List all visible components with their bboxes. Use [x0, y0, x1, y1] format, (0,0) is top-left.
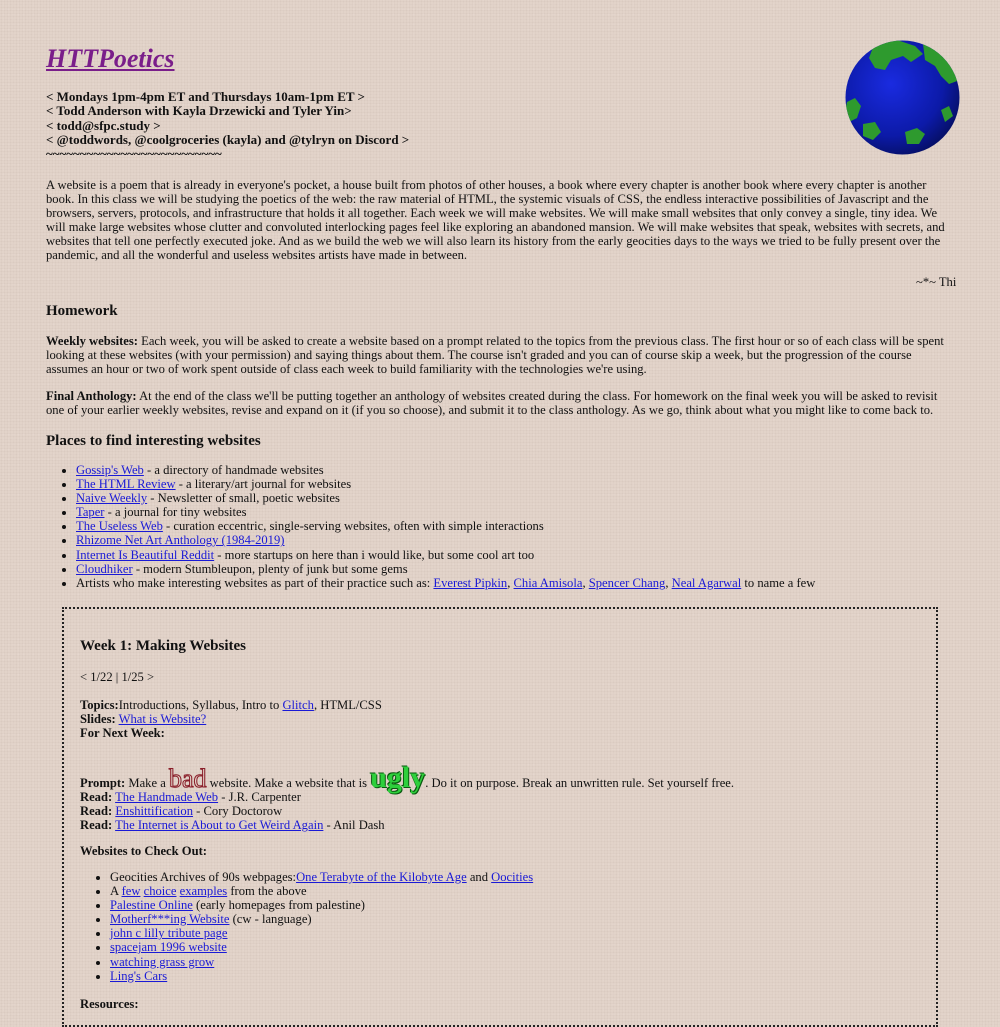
neal-agarwal-link[interactable]: Neal Agarwal: [671, 575, 742, 590]
list-item: [110, 898, 533, 912]
read-label: Read:: [80, 790, 113, 804]
places-heading: Places to find interesting websites: [46, 433, 261, 449]
list-item: [110, 884, 533, 898]
glitch-link[interactable]: Glitch: [282, 698, 314, 712]
websites-check-out-heading: Websites to Check Out:: [80, 844, 207, 858]
final-label: Final Anthology:: [46, 389, 137, 403]
list-item: [110, 969, 533, 983]
spencer-chang-link[interactable]: Spencer Chang: [588, 575, 666, 590]
read-label: Read:: [80, 818, 113, 833]
instructors-text: < Todd Anderson with Kayla Drzewicki and Tyler Yin>: [46, 103, 352, 119]
list-item: [76, 477, 815, 491]
list-item-desc: - modern Stumbleupon, plenty of junk but some gems: [132, 561, 408, 576]
few-link[interactable]: few: [121, 884, 141, 899]
tilde-divider: ~~~~~~~~~~~~~~~~~~~~~~~~~~: [46, 146, 222, 162]
list-item-desc: - a directory of handmade websites: [143, 463, 324, 477]
list-item-desc: - curation eccentric, single-serving websites, often with simple interactions: [162, 519, 544, 534]
list-item: [76, 533, 815, 547]
oocities-link[interactable]: Oocities: [491, 870, 534, 884]
week-1-slides: [80, 712, 206, 726]
weekly-text: Each week, you will be asked to create a website based on a prompt related to the topics from the previous class. The first hour or so of each class will be spent looking at these websites (with your permission) and saying things about them. The course isn't graded and you can of course skip a week, but the progression of the course assumes an hour or two of work spent outside of class each week to build familiarity with the technologies we're using.: [46, 334, 944, 377]
week-1-dates: < 1/22 | 1/25 >: [80, 670, 155, 684]
watching-grass-link[interactable]: watching grass grow: [110, 954, 215, 969]
gossips-web-link[interactable]: Gossip's Web: [76, 463, 144, 477]
list-item-desc: - a journal for tiny websites: [104, 505, 247, 520]
rhizome-link[interactable]: Rhizome Net Art Anthology (1984-2019): [76, 533, 285, 548]
list-item: [76, 491, 815, 505]
week-1-heading: Week 1: Making Websites: [80, 638, 246, 654]
list-item: [76, 548, 815, 562]
list-item: [110, 870, 533, 884]
cloudhiker-link[interactable]: Cloudhiker: [76, 561, 133, 576]
taper-link[interactable]: Taper: [76, 505, 105, 520]
internet-weird-link[interactable]: The Internet is About to Get Weird Again: [115, 818, 324, 833]
and-text: and: [466, 870, 492, 884]
list-item-desc: - a literary/art journal for websites: [175, 477, 352, 492]
choice-link[interactable]: choice: [143, 884, 177, 899]
weekly-websites-paragraph: [46, 334, 956, 376]
ugly-word-art: ugly: [370, 761, 426, 794]
list-item-desc: - more startups on here than i would like, but some cool art too: [214, 547, 535, 562]
resources-heading: Resources:: [80, 997, 139, 1011]
list-item: [76, 562, 815, 576]
final-anthology-paragraph: [46, 389, 956, 417]
places-list: [46, 463, 815, 590]
topics-text: Introductions, Syllabus, Intro to: [118, 698, 283, 712]
enshittification-link[interactable]: Enshittification: [115, 804, 193, 819]
terabyte-link[interactable]: One Terabyte of the Kilobyte Age: [296, 870, 467, 884]
list-item-desc: - Newsletter of small, poetic websites: [147, 491, 340, 506]
spinning-globe-icon: [845, 40, 960, 155]
final-text: At the end of the class we'll be putting together an anthology of websites created during the class. For homework on the final week you will be asked to revisit one of your earlier weekly websites, revise and expand on it (if you so choose), and submit it to the class anthology. As we go, think about what you might like to come back to.: [46, 389, 938, 418]
list-item: [110, 940, 533, 954]
intro-paragraph: A website is a poem that is already in everyone's pocket, a house built from photos of other houses, a book where every chapter is another book where every chapter is another book. In this class we will be studying the poetics of the web: the raw material of HTML, the systemic visuals of CSS, the endless interactive possibilities of Javascript and the browsers, servers, protocols, and infrastructure that holds it all together. Each week we will make websites. We will make small websites that only convey a single, tiny idea. We will make large websites whose clutter and convoluted interlocking pages feel like exploring an abandoned mansion. We will make websites that speak, websites with secrets, and websites that tell one perfectly executed joke. And as we build the web we will also learn its history from the early geocities days to the ways we tried to be fully present over the pandemic, and all the wonderful and useless websites artists have made in between.: [46, 178, 945, 263]
prompt-text: Make a: [125, 776, 169, 790]
reading-item: [80, 818, 385, 832]
prompt-text: website. Make a website that is: [206, 776, 371, 790]
what-is-website-link[interactable]: What is Website?: [118, 712, 207, 726]
useless-web-link[interactable]: The Useless Web: [76, 519, 163, 534]
chia-amisola-link[interactable]: Chia Amisola: [513, 575, 583, 590]
reading-author: - Anil Dash: [323, 818, 385, 833]
slides-label: Slides:: [80, 712, 116, 726]
course-info: [46, 90, 409, 161]
reading-author: - Cory Doctorow: [193, 804, 283, 819]
list-item: [76, 463, 815, 477]
mf-website-link[interactable]: Motherf***ing Website: [110, 912, 230, 927]
email-text: < todd@sfpc.study >: [46, 117, 161, 133]
for-next-week: [80, 726, 165, 740]
list-item: [110, 955, 533, 969]
week-1-readings: [80, 790, 385, 832]
spacejam-link[interactable]: spacejam 1996 website: [110, 940, 227, 955]
reading-item: [80, 804, 385, 818]
mf-desc: (cw - language): [229, 912, 312, 927]
list-item: [110, 912, 533, 926]
list-item: [76, 519, 815, 533]
marquee-signature: ~*~ Thi: [916, 275, 956, 289]
reading-item: [80, 790, 385, 804]
john-c-lilly-link[interactable]: john c lilly tribute page: [110, 926, 228, 941]
from-above-text: from the above: [227, 884, 307, 899]
read-label: Read:: [80, 804, 113, 819]
for-next-week-label: For Next Week:: [80, 726, 165, 740]
list-item: [110, 926, 533, 940]
palestine-online-link[interactable]: Palestine Online: [110, 898, 193, 913]
discord-text: < @toddwords, @coolgroceries (kayla) and @tylryn on Discord >: [46, 131, 410, 147]
websites-check-out-list: [80, 870, 533, 983]
reading-author: - J.R. Carpenter: [218, 790, 301, 804]
topics-text-end: , HTML/CSS: [313, 698, 382, 712]
artists-prefix: Artists who make interesting websites as part of their practice such as:: [76, 575, 434, 590]
html-review-link[interactable]: The HTML Review: [76, 477, 176, 492]
weekly-label: Weekly websites:: [46, 334, 138, 348]
everest-pipkin-link[interactable]: Everest Pipkin: [433, 575, 508, 590]
geocities-text: Geocities Archives of 90s webpages:: [110, 870, 297, 884]
homework-heading: Homework: [46, 303, 118, 319]
week-1-topics: [80, 698, 382, 712]
separator: ,: [582, 575, 589, 590]
lings-cars-link[interactable]: Ling's Cars: [110, 968, 168, 983]
a-text: A: [110, 884, 122, 899]
week-1-box: [62, 607, 938, 1027]
schedule-text: < Mondays 1pm-4pm ET and Thursdays 10am-1pm ET >: [46, 89, 365, 104]
separator: ,: [665, 575, 672, 590]
topics-label: Topics:: [80, 698, 119, 712]
separator: ,: [507, 575, 514, 590]
artists-suffix: to name a few: [741, 575, 816, 590]
beautiful-reddit-link[interactable]: Internet Is Beautiful Reddit: [76, 547, 215, 562]
prompt-label: Prompt:: [80, 776, 126, 790]
palestine-desc: (early homepages from palestine): [192, 898, 365, 913]
site-title-link[interactable]: HTTPoetics: [46, 44, 175, 73]
list-item: [76, 576, 815, 590]
handmade-web-link[interactable]: The Handmade Web: [115, 790, 219, 804]
bad-word-art: bad: [168, 764, 207, 793]
examples-link[interactable]: examples: [179, 884, 228, 899]
prompt-text: . Do it on purpose. Break an unwritten rule. Set yourself free.: [425, 776, 735, 790]
list-item: [76, 505, 815, 519]
naive-weekly-link[interactable]: Naive Weekly: [76, 491, 148, 506]
